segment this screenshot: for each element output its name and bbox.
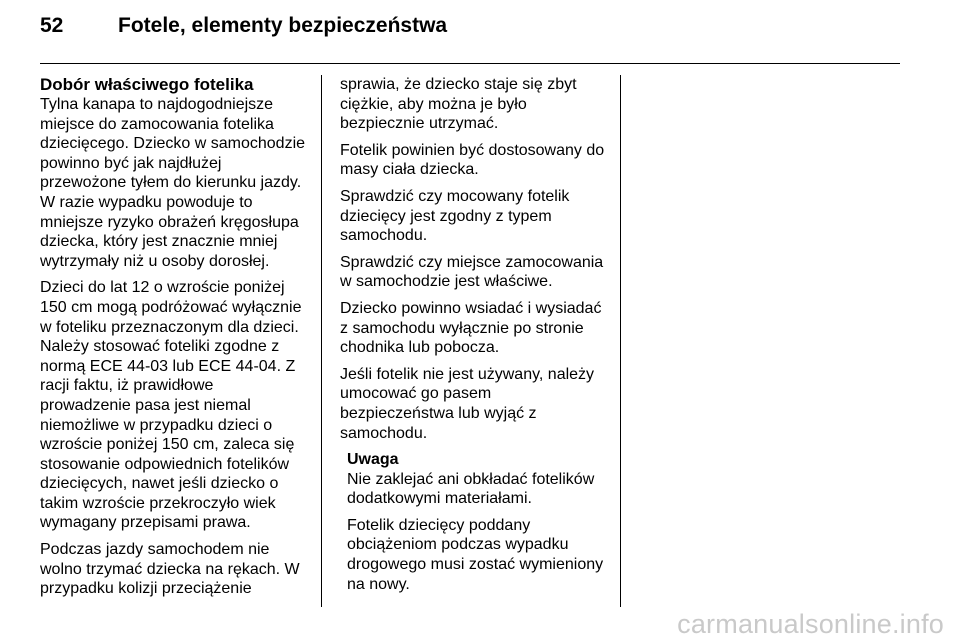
page-title: Fotele, elementy bezpieczeństwa	[118, 14, 448, 37]
paragraph: Jeśli fotelik nie jest używany, należy umocować go pasem bezpieczeństwa lub wyjąć z samochodu.	[340, 365, 595, 442]
note-block	[347, 450, 608, 594]
watermark: carmanualsonline.info	[677, 609, 944, 639]
header-divider	[40, 63, 900, 64]
right-column	[340, 75, 608, 601]
paragraph: Sprawdzić czy miejsce zamocowania w samochodzie jest właściwe.	[340, 253, 604, 291]
page-number: 52	[40, 14, 64, 37]
note-heading: Uwaga	[347, 451, 399, 469]
note-paragraph: Nie zaklejać ani obkładać fotelików dodatkowymi materiałami.	[347, 470, 595, 508]
paragraph: Tylna kanapa to najdogodniejsze miejsce do zamocowania fotelika dziecięcego. Dziecko w samochodzie powinno być jak najdłużej przewożone tyłem do kierunku jazdy. W razie wypadku powoduje to mniejsze ryzyko obrażeń kręgosłupa dziecka, który jest znacznie mniej wytrzymały niż u osoby dorosłej.	[40, 96, 306, 270]
left-column	[40, 75, 308, 606]
paragraph: Dzieci do lat 12 o wzroście poniżej 150 cm mogą podróżować wyłącznie w foteliku przeznaczonym dla dzieci. Należy stosować foteliki zgodne z normą ECE 44-03 lub ECE 44-04. Z racji faktu, iż prawidłowe prowadzenie pasa jest niemal niemożliwe w przypadku dzieci o wzroście poniżej 150 cm, zaleca się stosowanie odpowiednich fotelików dziecięcych, nawet jeśli dziecko o takim wzroście przekroczyło wiek wymagany przepisami prawa.	[40, 279, 302, 532]
section-heading: Dobór właściwego fotelika	[40, 75, 254, 94]
paragraph: Fotelik powinien być dostosowany do masy ciała dziecka.	[340, 141, 605, 179]
paragraph: Sprawdzić czy mocowany fotelik dziecięcy jest zgodny z typem samochodu.	[340, 187, 570, 245]
column-divider-right	[620, 75, 621, 607]
paragraph: sprawia, że dziecko staje się zbyt ciężkie, aby można je było bezpiecznie utrzymać.	[340, 76, 577, 133]
paragraph: Dziecko powinno wsiadać i wysiadać z samochodu wyłącznie po stronie chodnika lub pobocza.	[340, 299, 602, 357]
paragraph: Podczas jazdy samochodem nie wolno trzymać dziecka na rękach. W przypadku kolizji przeciążenie	[40, 541, 300, 598]
column-divider	[321, 75, 322, 607]
note-paragraph: Fotelik dziecięcy poddany obciążeniom podczas wypadku drogowego musi zostać wymieniony na nowy.	[347, 516, 604, 593]
